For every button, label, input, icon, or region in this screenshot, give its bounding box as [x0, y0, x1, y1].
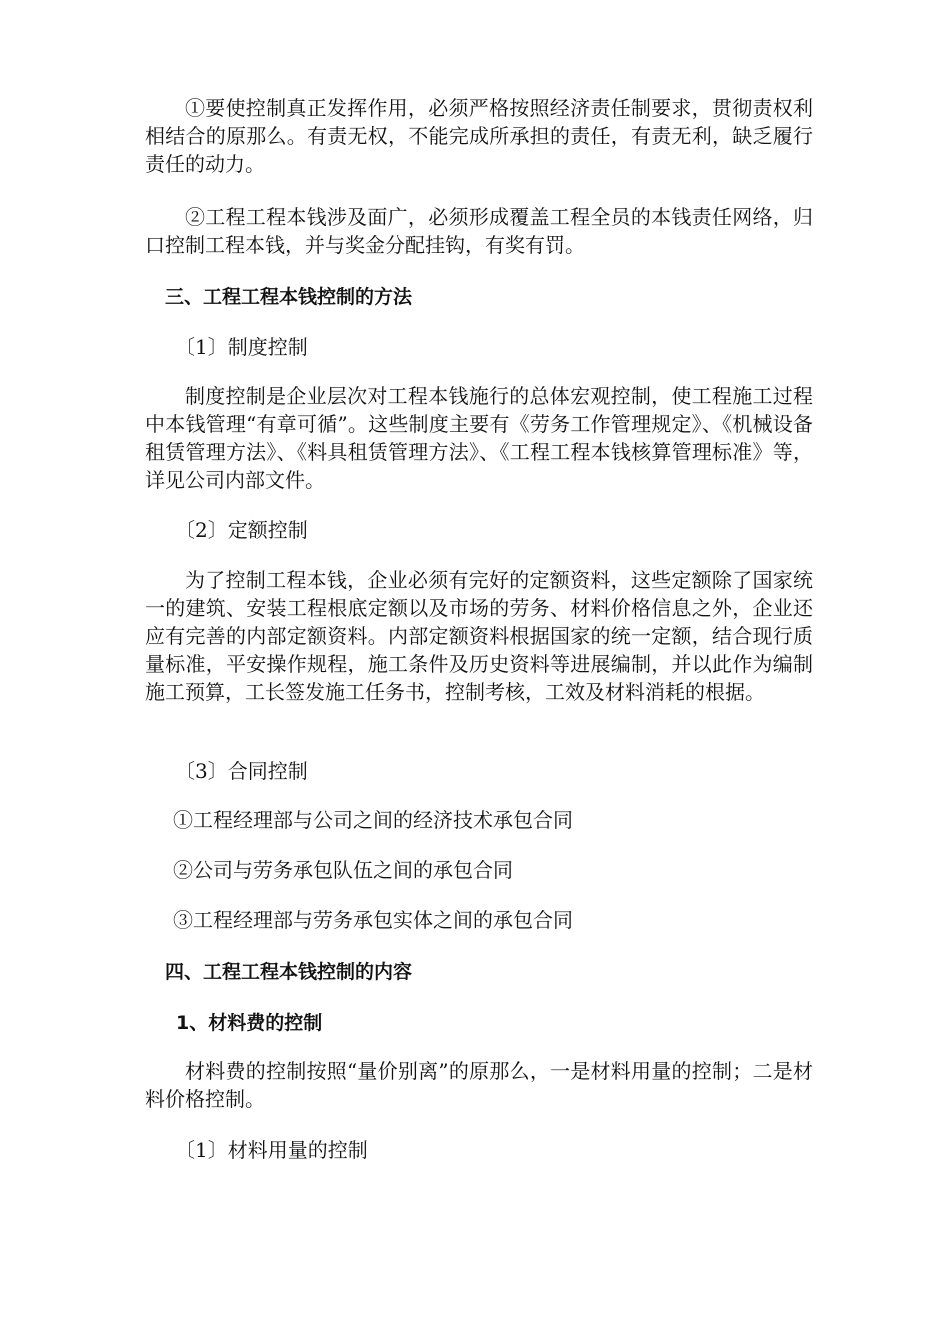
subheading-contract-control: 〔3〕合同控制 — [175, 759, 308, 783]
section-heading-contents: 四、工程工程本钱控制的内容 — [165, 961, 413, 983]
paragraph-cost-network: ②工程工程本钱涉及面广，必须形成覆盖工程全员的本钱责任网络，归口控制工程本钱，并与奖金分配挂钩，有奖有罚。 — [145, 205, 813, 257]
paragraph-quota-control: 为了控制工程本钱，企业必须有完好的定额资料，这些定额除了国家统一的建筑、安装工程根底定额以及市场的劳务、材料价格信息之外，企业还应有完善的内部定额资料。内部定额资料根据国家的统一定额，结合现行质量标准，平安操作规程，施工条件及历史资料等进展编制，并以此作为编制施工预算，工长签发施工任务书，控制考核，工效及材料消耗的根据。 — [145, 568, 813, 704]
subheading-system-control: 〔1〕制度控制 — [175, 335, 308, 359]
section-heading-methods: 三、工程工程本钱控制的方法 — [165, 286, 413, 308]
contract-item-3: ③工程经理部与劳务承包实体之间的承包合同 — [173, 908, 573, 932]
contract-item-2: ②公司与劳务承包队伍之间的承包合同 — [173, 858, 513, 882]
subheading-material-quantity: 〔1〕材料用量的控制 — [175, 1138, 368, 1162]
subheading-quota-control: 〔2〕定额控制 — [175, 518, 308, 542]
paragraph-system-control: 制度控制是企业层次对工程本钱施行的总体宏观控制，使工程施工过程中本钱管理“有章可循”。这些制度主要有《劳务工作管理规定》、《机械设备租赁管理方法》、《料具租赁管理方法》、《工程工程本钱核算管理标准》等，详见公司内部文件。 — [145, 384, 813, 492]
subsection-heading-material-cost: 1、材料费的控制 — [176, 1012, 323, 1034]
paragraph-material-cost: 材料费的控制按照“量价别离”的原那么，一是材料用量的控制；二是材料价格控制。 — [145, 1059, 813, 1111]
contract-item-1: ①工程经理部与公司之间的经济技术承包合同 — [173, 808, 573, 832]
paragraph-responsibility: ①要使控制真正发挥作用，必须严格按照经济责任制要求，贯彻责权利相结合的原那么。有责无权，不能完成所承担的责任，有责无利，缺乏履行责任的动力。 — [145, 96, 813, 176]
